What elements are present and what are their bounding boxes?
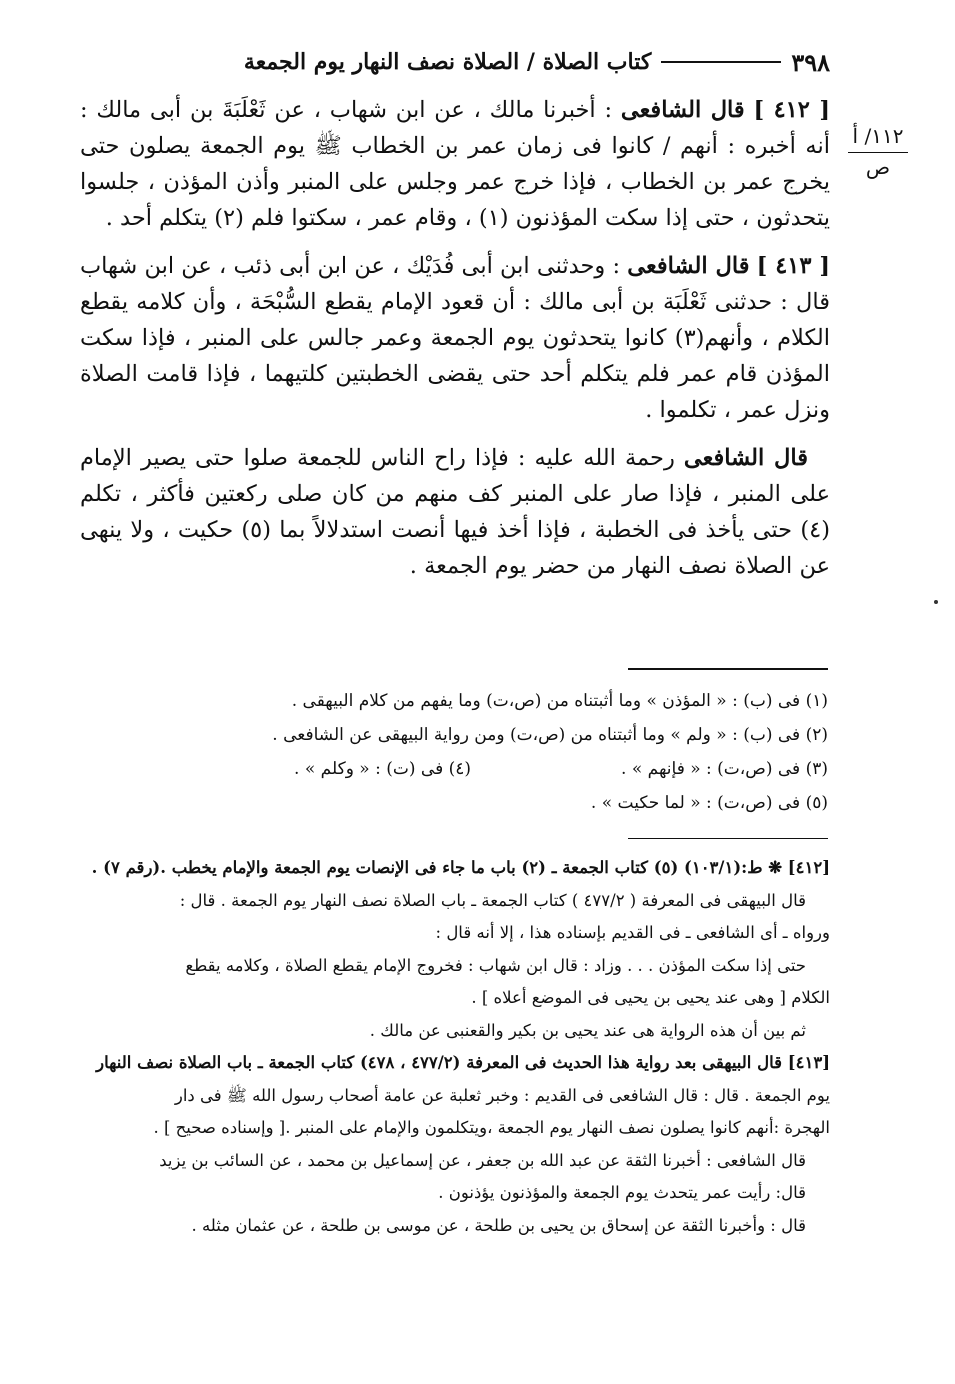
- commentary-line: [٤١٢] ❋ ط:(١٠٣/١) (٥) كتاب الجمعة ـ (٢) باب ما جاء فى الإنصات يوم الجمعة والإمام يخطب .(رقم ٧) .: [91, 858, 830, 877]
- commentary-line: قال : وأخبرنا الثقة عن إسحاق بن يحيى بن طلحة ، عن موسى بن طلحة ، عن عثمان مثله .: [191, 1215, 806, 1235]
- commentary-line: [٤١٣] قال البيهقى بعد رواية هذا الحديث فى المعرفة (٤٧٧/٢ ، ٤٧٨) كتاب الجمعة ـ باب الصلاة نصف النهار: [96, 1053, 830, 1072]
- main-text: [80, 92, 830, 596]
- footnote-text: (١) فى (ب) : « المؤذن » وما أثبتناه من (ص،ت) وما يفهم من كلام البيهقى .: [291, 691, 828, 711]
- hadith-number: [ ٤١٢ ]: [753, 97, 830, 123]
- header-rule: [661, 61, 781, 63]
- commentary-separator: [628, 838, 828, 839]
- commentary-line: ثم بين أن هذه الرواية هى عند يحيى بن بكير والقعنبى عن مالك .: [369, 1020, 806, 1040]
- paragraph-413: [80, 248, 830, 428]
- paragraph-text: رحمة الله عليه : فإذا راح الناس للجمعة صلوا حتى يصير الإمام على المنبر ، فإذا صار على المنبر كف منهم من كان صلى ركعتين فأكثر ، تكلم (٤) حتى يأخذ فى الخطبة ، فإذا أخذ فيها أنصت استدلالاً بما (٥) حكيت ، ولا ينهى عن الصلاة نصف النهار من حضر يوم الجمعة .: [80, 445, 830, 579]
- paragraph-commentary: [80, 440, 830, 584]
- paragraph-text: : وحدثنى ابن أبى فُدَيْك ، عن ابن أبى ذئب ، عن ابن شهاب قال : حدثنى ثَعْلَبَة بن أبى مالك : أن قعود الإمام يقطع السُّبْحَة ، وأن كلامه يقطع الكلام ، وأنهم(٣) كانوا يتحدثون يوم الجمعة وعمر جالس على المنبر ، فإذا سكت المؤذن قام عمر فلم يتكلم أحد حتى يقضى الخطبتين كلتيهما ، فإذا قامت الصلاة ونزل عمر ، تكلموا .: [80, 253, 830, 423]
- footnote-1: [120, 684, 828, 718]
- footnote-3: (٣) فى (ص،ت) : « فإنهم » .: [621, 759, 828, 779]
- page-number: ٣٩٨: [791, 47, 830, 77]
- takhrij-commentary: [80, 852, 830, 1242]
- commentary-line: حتى إذا سكت المؤذن . . . وزاد : قال ابن شهاب : فخروج الإمام يقطع الصلاة ، وكلامه يقطع: [185, 955, 806, 975]
- scan-speck: [934, 600, 938, 604]
- footnote-5: [120, 786, 828, 820]
- commentary-line: الهجرة :أنهم كانوا يصلون نصف النهار يوم الجمعة ،ويتكلمون والإمام على المنبر .[ وإسناده صحيح ] .: [153, 1118, 830, 1137]
- speaker: قال الشافعى: [683, 445, 808, 471]
- commentary-line: يوم الجمعة . قال : قال الشافعى فى القديم : وخبر ثعلبة عن عامة أصحاب رسول الله ﷺ فى دار: [174, 1085, 830, 1105]
- commentary-line: ورواه ـ أى الشافعى ـ فى القديم بإسناده هذا ، إلا أنه قال :: [435, 923, 830, 942]
- paragraph-412: [80, 92, 830, 236]
- footnotes: [120, 684, 828, 820]
- footnote-4: (٤) فى (ت) : « وكلم » .: [294, 759, 472, 779]
- commentary-line: قال الشافعى : أخبرنا الثقة عن عبد الله بن جعفر ، عن إسماعيل بن محمد ، عن السائب بن يزيد: [159, 1150, 806, 1170]
- running-header: [80, 42, 830, 82]
- commentary-line: قال: رأيت عمر يتحدث يوم الجمعة والمؤذنون يؤذنون .: [438, 1183, 806, 1202]
- paragraph-text: : أخبرنا مالك ، عن ابن شهاب ، عن ثَعْلَبَةَ بن أبى مالك : أنه أخبره : أنهم / كانوا فى زمان عمر بن الخطاب ﷺ يوم الجمعة يصلون حتى يخرج عمر بن الخطاب ، فإذا خرج عمر وجلس على المنبر وأذن المؤذن ، جلسوا يتحدثون ، حتى إذا سكت المؤذنون (١) ، وقام عمر ، سكتوا فلم (٢) يتكلم أحد .: [80, 97, 830, 231]
- manuscript-siglum: ص: [865, 155, 891, 179]
- footnote-text: (٥) فى (ص،ت) : « لما حكيت » .: [590, 793, 828, 813]
- commentary-line: الكلام [ وهى عند يحيى بن يحيى فى الموضع أعلاه ] .: [471, 988, 830, 1007]
- hadith-number: [ ٤١٣ ]: [756, 253, 830, 279]
- footnote-2: [120, 718, 828, 752]
- speaker: قال الشافعى: [620, 97, 745, 123]
- footnote-separator: [628, 668, 828, 670]
- footnote-3-4: [120, 752, 828, 786]
- running-title: كتاب الصلاة / الصلاة نصف النهار يوم الجمعة: [243, 49, 652, 75]
- margin-note: [848, 122, 908, 181]
- speaker: قال الشافعى: [627, 253, 750, 279]
- folio-reference: ١١٢/ أ: [848, 122, 908, 153]
- commentary-line: قال البيهقى فى المعرفة ( ٤٧٧/٢ ) كتاب الجمعة ـ باب الصلاة نصف النهار يوم الجمعة . قال :: [179, 890, 806, 910]
- footnote-text: (٢) فى (ب) : « ولم » وما أثبتناه من (ص،ت) ومن رواية البيهقى عن الشافعى .: [272, 725, 828, 745]
